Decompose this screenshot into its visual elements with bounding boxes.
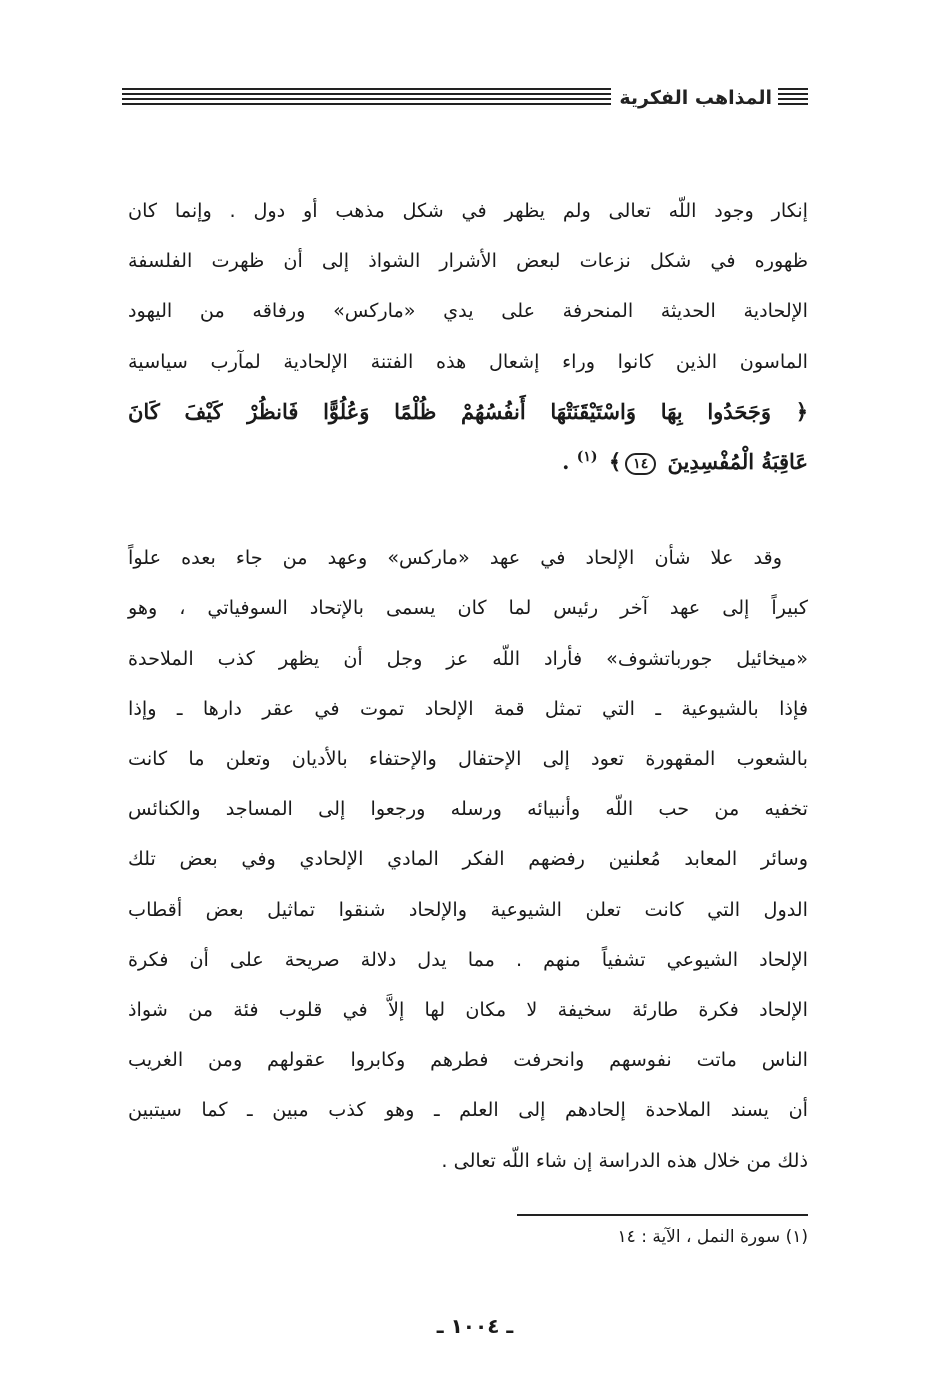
- footnote: (١) سورة النمل ، الآية : ١٤: [617, 1227, 808, 1247]
- quran-verse-text: عَاقِبَةُ الْمُفْسِدِينَ: [667, 449, 808, 475]
- text-line: بالشعوب المقهورة تعود إلى الإحتفال والإحتفاء بالأديان وتعلن ما كانت: [128, 747, 808, 771]
- text-line: الإلحاد الشيوعي تشفياً منهم . مما يدل دلالة صريحة على أن فكرة: [128, 947, 808, 971]
- text-line: وسائر المعابد مُعلنين رفضهم الفكر المادي الإلحادي وفي بعض تلك: [128, 847, 808, 871]
- text-line: ظهوره في شكل نزعات لبعض الأشرار الشواذ إلى أن ظهرت الفلسفة: [128, 249, 808, 273]
- quran-verse-line-1: ﴿ وَجَحَدُوا بِهَا وَاسْتَيْقَنَتْهَا أَنفُسُهُمْ ظُلْمًا وَعُلُوًّا فَانظُرْ كَيْفَ كَانَ: [128, 398, 808, 424]
- running-header: [122, 80, 808, 116]
- text-line: فإذا بالشيوعية ـ التي تمثل قمة الإلحاد تموت في عقر دارها ـ وإذا: [128, 696, 808, 720]
- text-line: الماسون الذين كانوا وراء إشعال هذه الفتنة الإلحادية لمآرب سياسية: [128, 349, 808, 373]
- text-line: وقد علا شأن الإلحاد في عهد «ماركس» وعهد من جاء بعده علواً: [128, 546, 782, 570]
- text-line: الناس ماتت نفوسهم وانحرفت فطرهم وكابروا عقولهم ومن الغريب: [128, 1048, 808, 1072]
- paragraph-1: [128, 186, 808, 487]
- paragraph-gap: [128, 487, 808, 533]
- text-line: ذلك من خلال هذه الدراسة إن شاء اللّه تعالى .: [441, 1148, 808, 1172]
- paragraph-2: [128, 533, 808, 1186]
- text-line: كبيراً إلى عهد آخر رئيس لما كان يسمى بالإتحاد السوفياتي ، وهو: [128, 596, 808, 620]
- text-line: الإلحادية الحديثة المنحرفة على يدي «ماركس» ورفاقه من اليهود: [128, 299, 808, 323]
- body-text: [128, 186, 808, 1186]
- header-lines-ornament: [778, 88, 808, 108]
- footnote-reference[interactable]: (١): [576, 449, 598, 466]
- text-line: الإلحاد فكرة طارئة سخيفة لا مكان لها إلاَّ في قلوب فئة من شواذ: [128, 998, 808, 1022]
- text-line: «ميخائيل جورباتشوف» فأراد اللّه عز وجل أن يظهر كذب الملاحدة: [128, 646, 808, 670]
- footnote-separator: [517, 1214, 808, 1216]
- ayah-number-badge: ١٤: [625, 453, 656, 475]
- quran-verse-line-2: [128, 437, 808, 487]
- text-line: تخفيه من حب اللّه وأنبيائه ورسله ورجعوا إلى المساجد والكنائس: [128, 797, 808, 821]
- page-number: ـ ١٠٠٤ ـ: [436, 1314, 514, 1338]
- text-line: إنكار وجود اللّه تعالى ولم يظهر في شكل مذهب أو دول . وإنما كان: [128, 199, 808, 222]
- text-line: الدول التي كانت تعلن الشيوعية والإلحاد شنقوا تماثيل بعض أقطاب: [128, 897, 808, 921]
- header-rule: [122, 88, 611, 108]
- header-title: المذاهب الفكرية: [619, 87, 772, 109]
- text-line: أن يسند الملاحدة إلحادهم إلى العلم ـ وهو كذب مبين ـ كما سيتبين: [128, 1098, 808, 1122]
- quran-close-bracket: ﴾: [608, 449, 622, 475]
- sentence-end: .: [562, 449, 570, 475]
